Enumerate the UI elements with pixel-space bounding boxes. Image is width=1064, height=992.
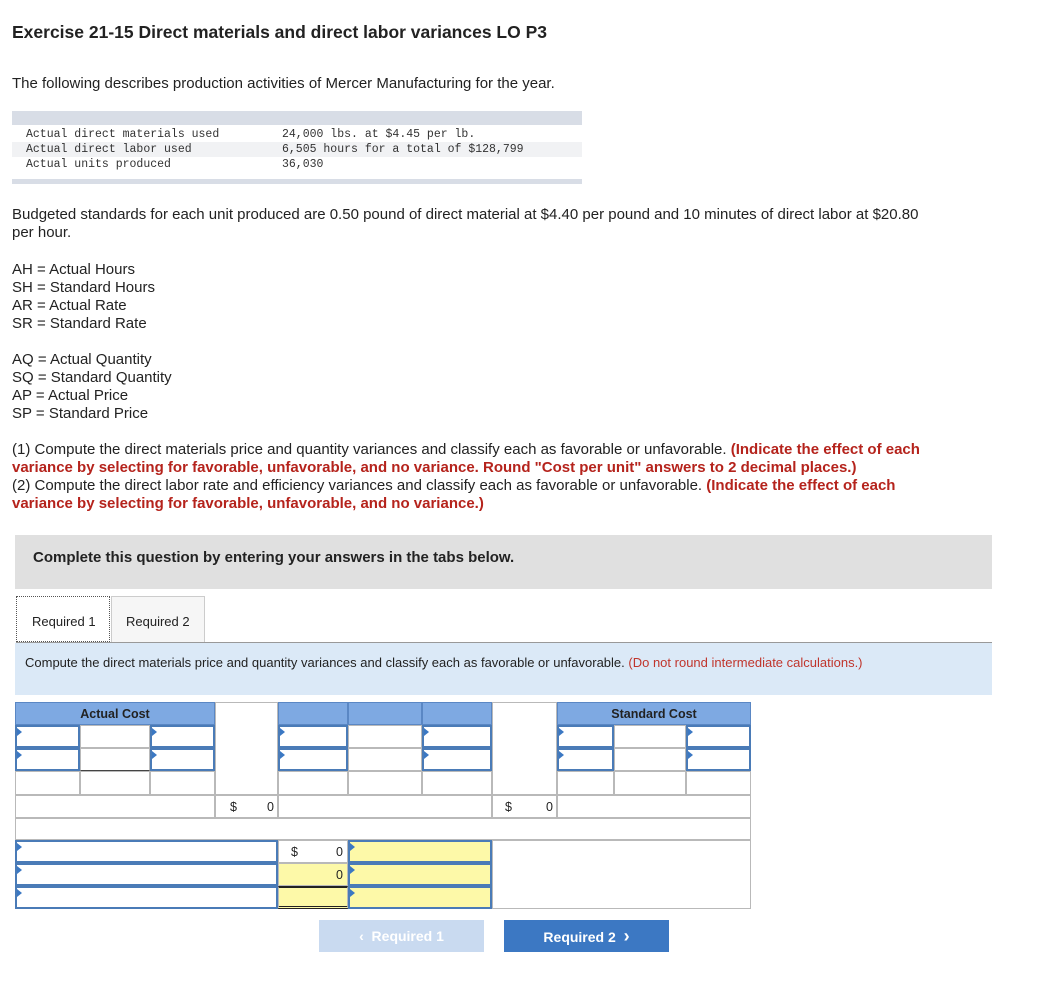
empty-cell xyxy=(278,795,492,818)
standard-price-label-input[interactable] xyxy=(686,725,751,748)
standard-cost-header: Standard Cost xyxy=(557,702,751,725)
column-header xyxy=(348,702,422,725)
middle-label-input[interactable] xyxy=(278,748,348,771)
table-row: Actual units produced 36,030 xyxy=(26,158,324,171)
empty-cell xyxy=(150,771,215,795)
empty-cell xyxy=(80,771,150,795)
currency-symbol: $ xyxy=(230,800,237,814)
quantity-variance-label-input[interactable] xyxy=(15,863,278,886)
empty-row xyxy=(15,818,751,840)
actual-price-label-input[interactable] xyxy=(150,748,215,771)
standard-quantity-label-input[interactable] xyxy=(557,725,614,748)
actual-quantity-input[interactable] xyxy=(80,748,150,771)
total-variance-label-input[interactable] xyxy=(15,886,278,909)
empty-cell xyxy=(422,771,492,795)
prev-required-button[interactable]: ‹ Required 1 xyxy=(319,920,484,952)
definition: AH = Actual Hours xyxy=(12,261,135,278)
price-variance-amount[interactable] xyxy=(278,840,348,863)
standard-quantity-label-input[interactable] xyxy=(557,748,614,771)
instruction-part2-note: (Indicate the effect of each variance by selecting for favorable, unfavorable, and no variance.) xyxy=(12,477,896,512)
middle-label-input[interactable] xyxy=(278,725,348,748)
empty-cell xyxy=(348,771,422,795)
middle-label-input[interactable] xyxy=(422,748,492,771)
table-row: Actual direct materials used 24,000 lbs. at $4.45 per lb. xyxy=(26,128,476,141)
actual-cost-total-value: 0 xyxy=(267,800,274,814)
task-instruction: Compute the direct materials price and quantity variances and classify each as favorable or unfavorable. (Do not round intermediate calculations.) xyxy=(15,643,992,695)
standard-cost-total xyxy=(492,795,557,818)
middle-label-input[interactable] xyxy=(422,725,492,748)
middle-value-input[interactable] xyxy=(348,725,422,748)
budget-text: Budgeted standards for each unit produced are 0.50 pound of direct material at $4.40 per pound and 10 minutes of direct labor at $20.80 per hour. xyxy=(12,206,919,241)
tab-required-1[interactable]: Required 1 xyxy=(16,596,110,642)
empty-cell xyxy=(15,771,80,795)
empty-cell xyxy=(278,771,348,795)
actual-cost-header: Actual Cost xyxy=(15,702,215,725)
exercise-title: Exercise 21-15 Direct materials and direct labor variances LO P3 xyxy=(12,22,547,42)
definition: SH = Standard Hours xyxy=(12,279,155,296)
definition: SP = Standard Price xyxy=(12,405,149,422)
actual-cost-total xyxy=(215,795,278,818)
definition: AP = Actual Price xyxy=(12,387,129,404)
price-variance-classification-select[interactable] xyxy=(348,840,492,863)
next-required-button[interactable]: Required 2 › xyxy=(504,920,669,952)
instruction-part2: (2) Compute the direct labor rate and efficiency variances and classify each as favorable or unfavorable. xyxy=(12,477,707,494)
spacer-cell xyxy=(492,702,557,795)
total-variance-classification-select[interactable] xyxy=(348,886,492,909)
table-row: Actual direct labor used 6,505 hours for a total of $128,799 xyxy=(12,142,582,157)
middle-value-input[interactable] xyxy=(348,748,422,771)
actual-price-label-input[interactable] xyxy=(150,725,215,748)
currency-symbol: $ xyxy=(505,800,512,814)
instruction-part1-note: (Indicate the effect of each variance by selecting for favorable, unfavorable, and no variance. Round "Cost per unit" answers to 2 decimal places.) xyxy=(12,441,920,476)
empty-cell xyxy=(614,771,686,795)
standard-price-label-input[interactable] xyxy=(686,748,751,771)
column-header xyxy=(422,702,492,725)
definition: AR = Actual Rate xyxy=(12,297,127,314)
currency-symbol: $ xyxy=(291,845,298,859)
definition: SQ = Standard Quantity xyxy=(12,369,172,386)
empty-cell xyxy=(492,840,751,909)
instruction-part1: (1) Compute the direct materials price and quantity variances and classify each as favorable or unfavorable. xyxy=(12,441,731,458)
actual-quantity-label-input[interactable] xyxy=(15,748,80,771)
actual-quantity-input[interactable] xyxy=(80,725,150,748)
standard-quantity-input[interactable] xyxy=(614,725,686,748)
tab-required-2[interactable]: Required 2 xyxy=(111,596,205,642)
standard-cost-total-value: 0 xyxy=(546,800,553,814)
price-variance-value: 0 xyxy=(336,845,343,859)
table-bottom-bar xyxy=(12,179,582,184)
price-variance-label-input[interactable] xyxy=(15,840,278,863)
empty-cell xyxy=(15,795,215,818)
instructions xyxy=(12,441,952,513)
definition: AQ = Actual Quantity xyxy=(12,351,152,368)
quantity-variance-classification-select[interactable] xyxy=(348,863,492,886)
standard-quantity-input[interactable] xyxy=(614,748,686,771)
empty-cell xyxy=(557,771,614,795)
intro-text: The following describes production activities of Mercer Manufacturing for the year. xyxy=(12,75,555,92)
empty-cell xyxy=(686,771,751,795)
chevron-left-icon: ‹ xyxy=(359,928,364,944)
materials-definitions xyxy=(12,351,172,423)
labor-definitions xyxy=(12,261,155,333)
quantity-variance-value: 0 xyxy=(336,868,343,882)
total-variance-amount[interactable] xyxy=(278,886,348,909)
given-data-table xyxy=(12,111,582,184)
spacer-cell xyxy=(215,702,278,795)
complete-banner: Complete this question by entering your answers in the tabs below. xyxy=(15,535,992,589)
column-header xyxy=(278,702,348,725)
quantity-variance-amount[interactable] xyxy=(278,863,348,886)
definition: SR = Standard Rate xyxy=(12,315,147,332)
actual-quantity-label-input[interactable] xyxy=(15,725,80,748)
empty-cell xyxy=(557,795,751,818)
table-top-bar xyxy=(12,111,582,125)
chevron-right-icon: › xyxy=(623,926,630,946)
